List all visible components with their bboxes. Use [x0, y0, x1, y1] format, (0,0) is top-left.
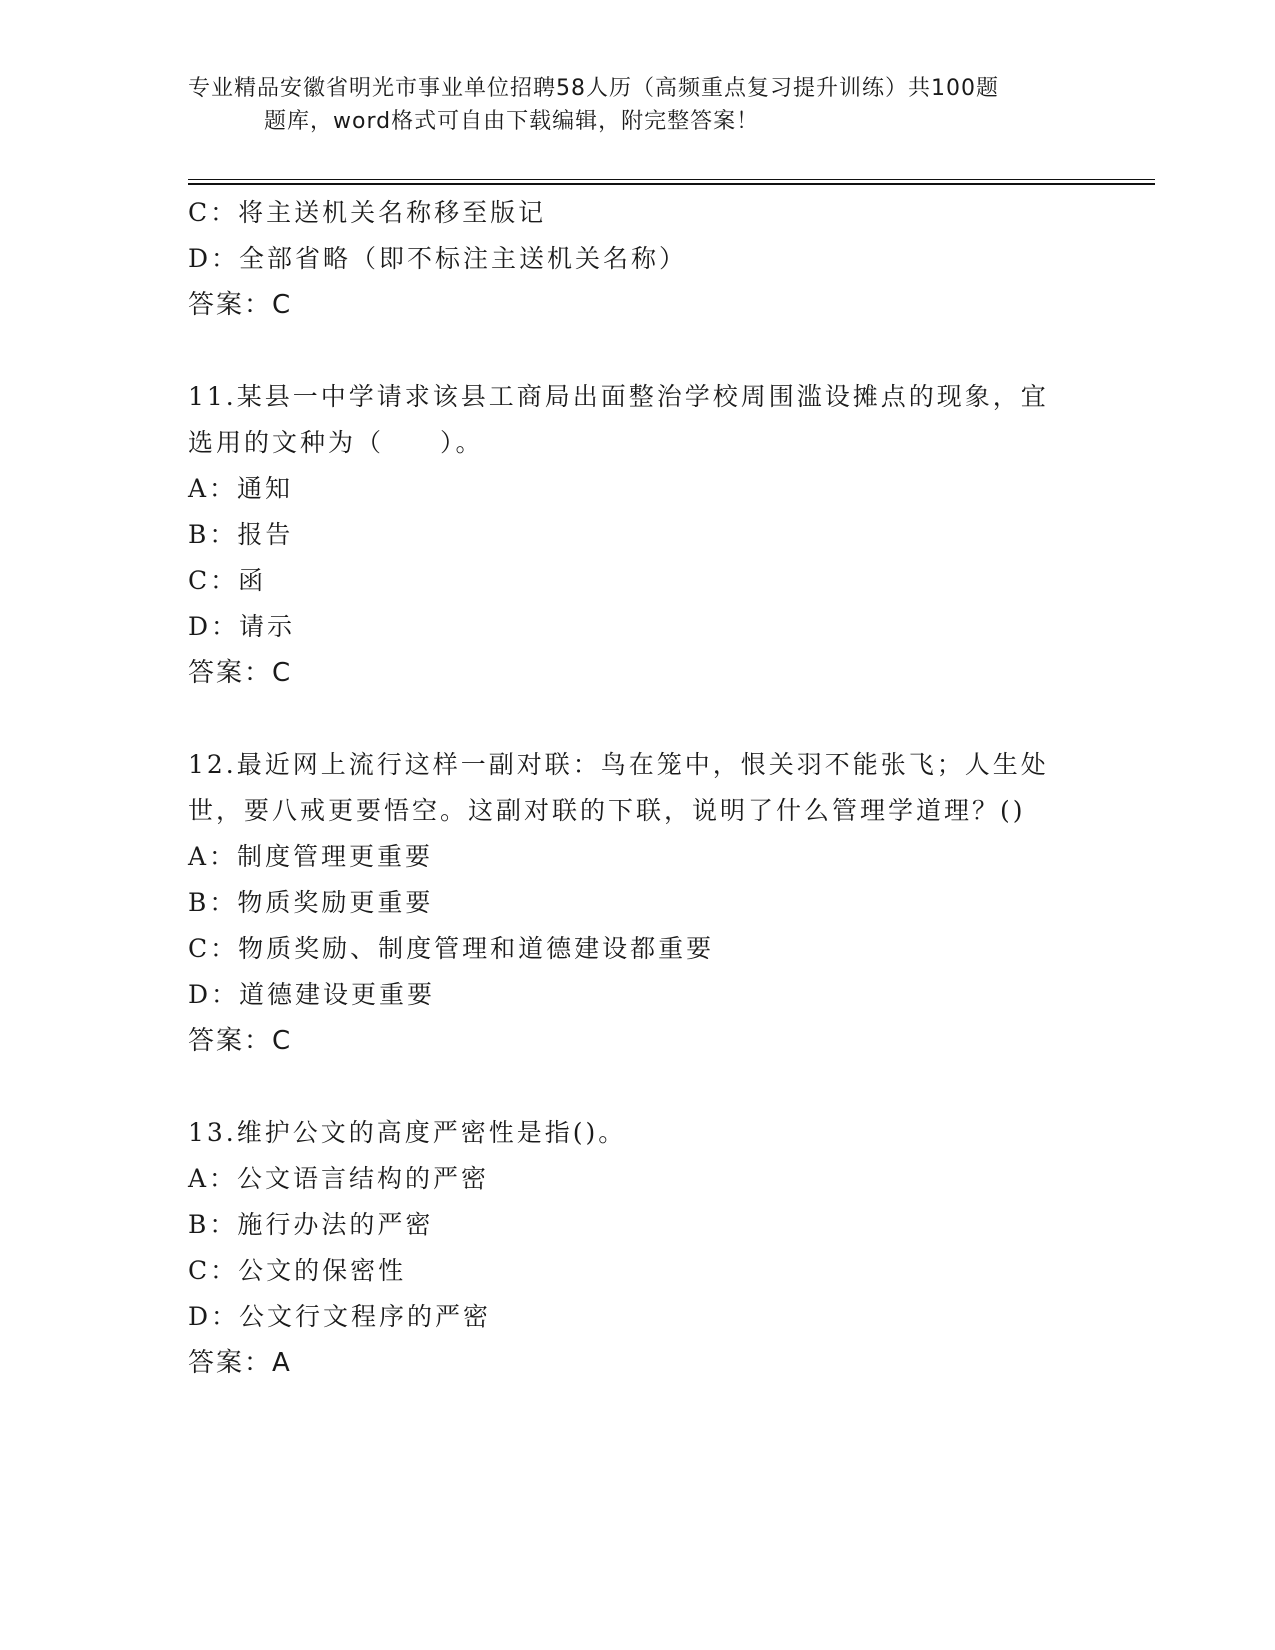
answer-line: 答案：A	[188, 1348, 292, 1378]
header-rule-thin	[188, 179, 1155, 180]
option-d: D：全部省略（即不标注主送机关名称）	[188, 244, 688, 273]
option-c: C：物质奖励、制度管理和道德建设都重要	[188, 934, 715, 963]
option-c: C：函	[188, 566, 267, 595]
question-text-line1: 11.某县一中学请求该县工商局出面整治学校周围滥设摊点的现象，宜	[188, 382, 1049, 411]
option-b: B：物质奖励更重要	[188, 888, 434, 917]
question-13	[188, 1110, 1088, 1386]
spacer	[188, 1064, 1088, 1110]
answer-line: 答案：C	[188, 658, 293, 688]
question-text-line2: 选用的文种为（ ）。	[188, 428, 484, 457]
answer-line: 答案：C	[188, 1026, 293, 1056]
option-c: C：公文的保密性	[188, 1256, 407, 1285]
header-title-line2: 题库，word格式可自由下载编辑，附完整答案！	[264, 109, 760, 134]
question-11	[188, 374, 1088, 696]
previous-question-tail	[188, 190, 1088, 328]
document-header	[188, 72, 1078, 138]
question-12	[188, 742, 1088, 1064]
header-rule-thick	[188, 183, 1155, 185]
document-body	[188, 190, 1088, 1386]
option-d: D：请示	[188, 612, 296, 641]
option-c: C：将主送机关名称移至版记	[188, 198, 547, 227]
spacer	[188, 696, 1088, 742]
option-d: D：公文行文程序的严密	[188, 1302, 492, 1331]
option-a: A：通知	[188, 474, 294, 503]
spacer	[188, 328, 1088, 374]
answer-line: 答案：C	[188, 290, 293, 320]
option-d: D：道德建设更重要	[188, 980, 436, 1009]
question-text-line2: 世，要八戒更要悟空。这副对联的下联，说明了什么管理学道理？()	[188, 796, 1026, 825]
option-b: B：施行办法的严密	[188, 1210, 434, 1239]
header-title-line1: 专业精品安徽省明光市事业单位招聘58人历（高频重点复习提升训练）共100题	[188, 76, 999, 101]
option-b: B：报告	[188, 520, 294, 549]
option-a: A：公文语言结构的严密	[188, 1164, 490, 1193]
option-a: A：制度管理更重要	[188, 842, 434, 871]
question-text-line1: 13.维护公文的高度严密性是指()。	[188, 1118, 627, 1147]
question-text-line1: 12.最近网上流行这样一副对联：鸟在笼中，恨关羽不能张飞；人生处	[188, 750, 1049, 779]
